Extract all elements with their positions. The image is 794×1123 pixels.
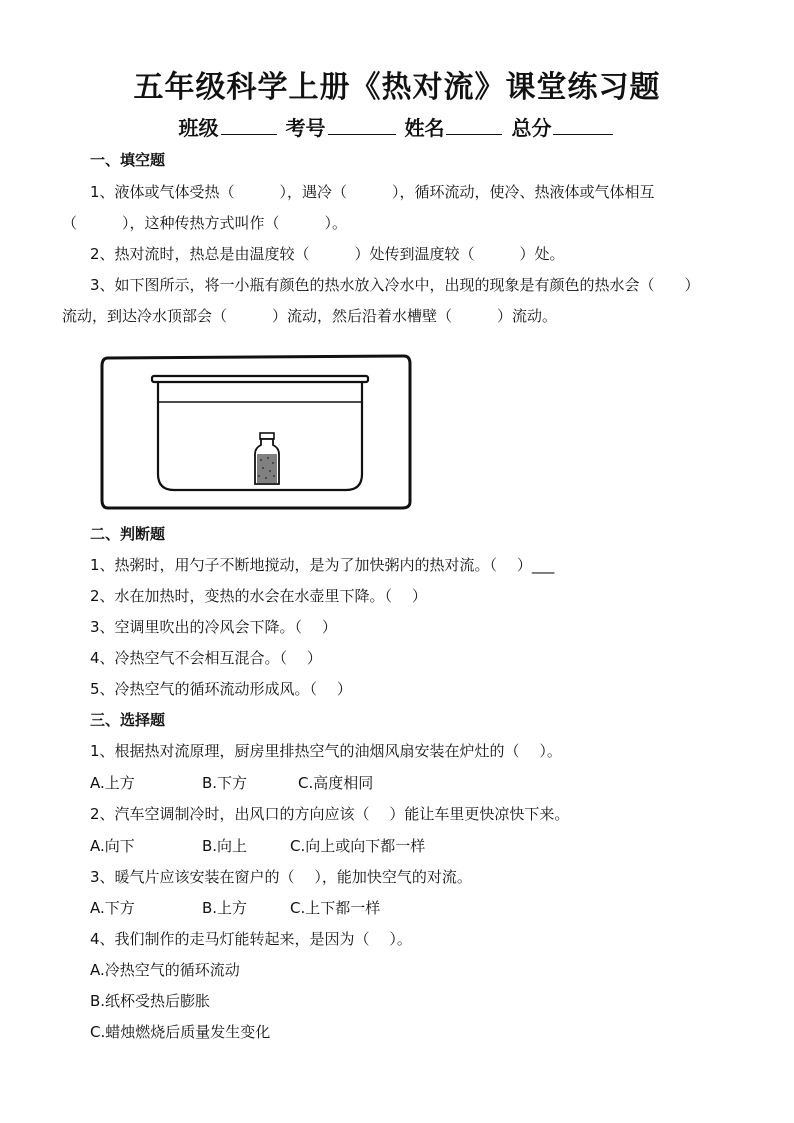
score-label: 总分 xyxy=(511,116,552,140)
choice-3-option-a: A.下方 xyxy=(90,899,135,917)
fill-question-1-line-2: （ ），这种传热方式叫作（ ）。 xyxy=(62,214,348,232)
water-trough-figure xyxy=(98,350,412,512)
student-info-line xyxy=(0,112,794,141)
choice-2-option-c: C.向上或向下都一样 xyxy=(290,837,426,855)
section-heading-multiple-choice: 三、选择题 xyxy=(90,711,166,729)
fill-question-2: 2、热对流时，热总是由温度较（ ）处传到温度较（ ）处。 xyxy=(90,245,565,263)
choice-3-option-c: C.上下都一样 xyxy=(290,899,381,917)
choice-question-2: 2、汽车空调制冷时，出风口的方向应该（ ）能让车里更快凉快下来。 xyxy=(90,805,570,823)
choice-1-option-a: A.上方 xyxy=(90,774,135,792)
choice-3-option-b: B.上方 xyxy=(202,899,248,917)
choice-1-option-c: C.高度相同 xyxy=(298,774,374,792)
choice-question-1: 1、根据热对流原理，厨房里排热空气的油烟风扇安装在炉灶的（ ）。 xyxy=(90,742,562,760)
number-blank[interactable] xyxy=(328,116,396,135)
fill-question-3-line-2: 流动，到达冷水顶部会（ ）流动，然后沿着水槽壁（ ）流动。 xyxy=(62,307,558,325)
outer-frame xyxy=(102,356,410,508)
name-blank[interactable] xyxy=(446,116,502,135)
section-heading-fill-in: 一、填空题 xyxy=(90,151,166,169)
choice-4-option-b: B.纸杯受热后膨胀 xyxy=(90,992,211,1010)
choice-4-option-a: A.冷热空气的循环流动 xyxy=(90,961,240,979)
choice-1-option-b: B.下方 xyxy=(202,774,248,792)
name-label: 姓名 xyxy=(404,116,445,140)
judge-question-1: 1、热粥时，用勺子不断地搅动，是为了加快粥内的热对流。（ ）___ xyxy=(90,556,555,574)
score-blank[interactable] xyxy=(553,116,613,135)
section-heading-true-false: 二、判断题 xyxy=(90,525,166,543)
choice-question-4: 4、我们制作的走马灯能转起来，是因为（ ）。 xyxy=(90,930,412,948)
fill-question-3-line-1: 3、如下图所示，将一小瓶有颜色的热水放入冷水中，出现的现象是有颜色的热水会（ ） xyxy=(90,276,700,294)
choice-4-option-c: C.蜡烛燃烧后质量发生变化 xyxy=(90,1023,271,1041)
bottle-icon xyxy=(255,433,279,484)
class-label: 班级 xyxy=(178,116,219,140)
judge-question-5: 5、冷热空气的循环流动形成风。（ ） xyxy=(90,680,352,698)
judge-question-2: 2、水在加热时，变热的水会在水壶里下降。（ ） xyxy=(90,587,427,605)
page-title: 五年级科学上册《热对流》课堂练习题 xyxy=(133,70,661,105)
choice-2-option-a: A.向下 xyxy=(90,837,135,855)
choice-2-option-b: B.向上 xyxy=(202,837,248,855)
trough-rim xyxy=(152,376,368,382)
judge-question-4: 4、冷热空气不会相互混合。（ ） xyxy=(90,649,322,667)
fill-question-1-line-1: 1、液体或气体受热（ ），遇冷（ ），循环流动，使冷、热液体或气体相互 xyxy=(90,183,655,201)
class-blank[interactable] xyxy=(221,116,277,135)
choice-question-3: 3、暖气片应该安装在窗户的（ ），能加快空气的对流。 xyxy=(90,868,472,886)
judge-question-3: 3、空调里吹出的冷风会下降。（ ） xyxy=(90,618,337,636)
number-label: 考号 xyxy=(285,116,326,140)
